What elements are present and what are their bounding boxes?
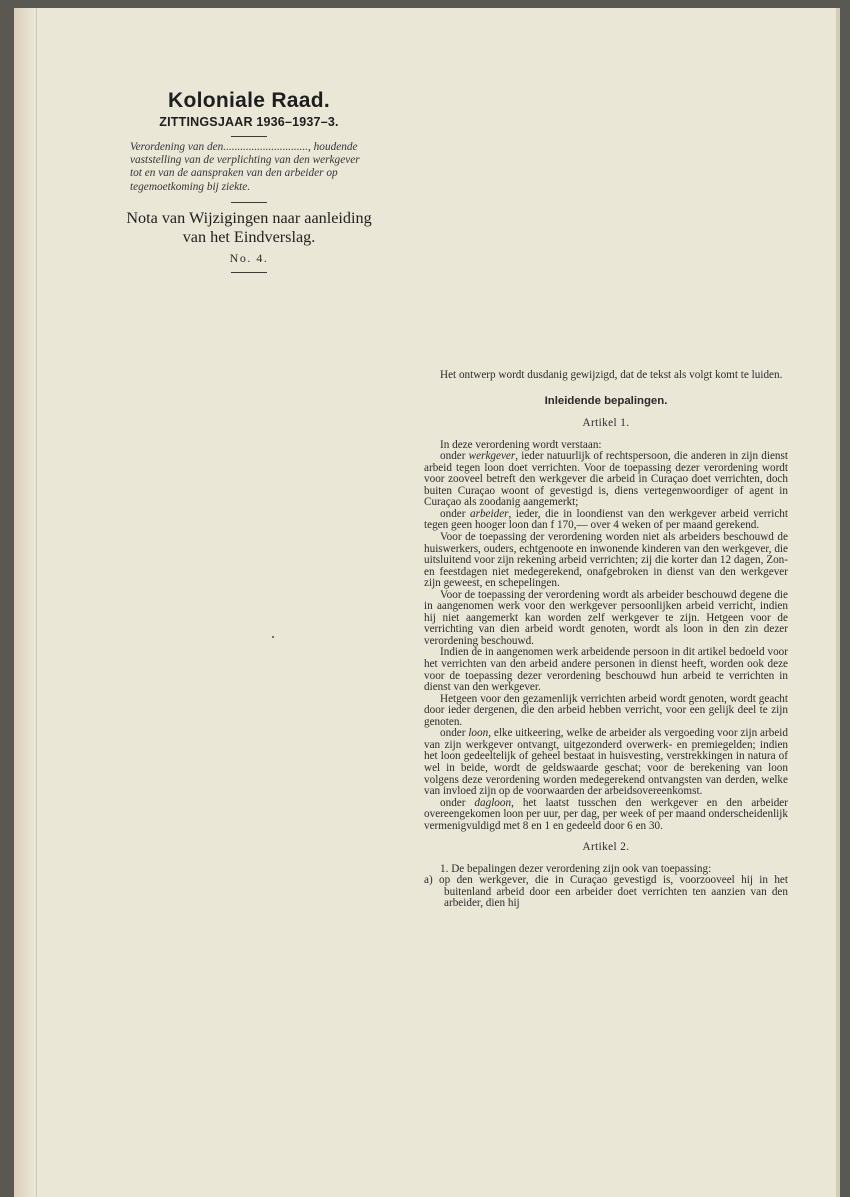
article-2-heading: Artikel 2. [582, 841, 630, 854]
text: , ieder, die in loondienst van den werkgever arbeid verricht tegen geen hooger loon dan f 170,— over 4 weken of per maand gerekend. [424, 507, 788, 532]
page-right-edge [836, 8, 840, 1197]
definition-werkgever [424, 451, 788, 509]
defined-term: loon [468, 727, 489, 740]
paragraph: In deze verordening wordt verstaan: [440, 438, 602, 451]
list-item: a) op den werkgever, die in Curaçao gevestigd is, voorzooveel hij in het buitenland arbeid door een arbeider doet verrichten ten aanzien van den arbeider, dien hij [424, 874, 788, 910]
paper-speck [272, 636, 274, 638]
intro-paragraph: Het ontwerp wordt dusdanig gewijzigd, dat de tekst als volgt komt te luiden. [440, 369, 783, 381]
page-binding-edge [14, 8, 37, 1197]
text: , ieder natuurlijk of rechtspersoon, die anderen in zijn dienst arbeid tegen loon doet verrichten. Voor de toepassing dezer verordening wordt voor zooveel betreft den werkgever die arbeid in Curaçao doet verrichten, doch buiten Curaçao woont of gevestigd is, diens vertegenwoordiger of agent in Curaçao als zoodanig aangemerkt; [424, 450, 788, 509]
document-header [124, 88, 374, 273]
nota-title: Nota van Wijzigingen naar aanleiding van het Eindverslag. [126, 208, 372, 246]
paragraph: Voor de toepassing der verordening wordt als arbeider beschouwd degene die in aangenomen werk voor den werkgever persoonlijken arbeid verricht, indien hij niet aangemerkt kan worden zelf werkgever te zijn. Hetgeen voor de verrichting van dien arbeid wordt genoten, wordt als loon in den zin dezer verordening beschouwd. [424, 588, 788, 647]
text: onder [440, 796, 475, 809]
council-name: Koloniale Raad. [167, 89, 331, 112]
document-page [14, 8, 840, 1197]
text: onder [440, 507, 470, 520]
definition-loon [424, 728, 788, 797]
defined-term: dagloon [474, 796, 512, 809]
text: , elke uitkeering, welke de arbeider als vergoeding voor zijn arbeid van zijn werkgever ontvangt, uitgezonderd overwerk- en premiegelden; indien het loon gedeeltelijk of geheel bestaat in huisvesting, verstrekkingen in natura of wel in beide, wordt de geldswaarde geschat; voor de berekening van loon volgens deze verordening worden medegerekend ontvangsten van derden, welke van invloed zijn op de voorwaarden der arbeidsovereenkomst. [424, 727, 788, 798]
document-body [424, 370, 788, 910]
session-year: ZITTINGSJAAR 1936–1937–3. [159, 115, 339, 129]
divider [231, 272, 267, 273]
definition-dagloon [424, 798, 788, 833]
divider [231, 136, 267, 137]
definition-arbeider [424, 509, 788, 532]
text: , het laatst tusschen den werkgever en den arbeider overeengekomen loon per uur, per dag, per week of per maand onderscheidenlijk vermenigvuldigd met 8 en 1 en gedeeld door 6 en 30. [424, 796, 788, 832]
paragraph: Hetgeen voor den gezamenlijk verrichten arbeid wordt genoten, wordt geacht door ieder dergenen, die den arbeid hebben verricht, voor een gelijk deel te zijn genoten. [424, 692, 788, 728]
defined-term: werkgever [468, 450, 516, 463]
divider [231, 202, 267, 203]
article-1-heading: Artikel 1. [582, 417, 630, 430]
paragraph: 1. De bepalingen dezer verordening zijn ook van toepassing: [440, 862, 712, 875]
section-heading: Inleidende bepalingen. [544, 394, 668, 407]
paragraph: Voor de toepassing der verordening worden niet als arbeiders beschouwd de huiswerkers, ouders, echtgenoote en inwonende kinderen van den werkgever, die uitsluitend voor zijn rekening arbeid verrichten; zij die korter dan 12 dagen, Zon- en feestdagen niet medegerekend, onafgebroken in dienst van den werkgever zijn geweest, en schepelingen. [424, 531, 788, 590]
defined-term: arbeider [470, 507, 509, 520]
text: onder [440, 727, 469, 740]
document-number: No. 4. [229, 250, 269, 265]
text: onder [440, 450, 469, 463]
ordinance-title: Verordening van den.............................., houdende vaststelling van de verplichting van den werkgever tot en van de aanspraken van den arbeider op tegemoetkoming bij ziekte. [130, 141, 360, 193]
paragraph: Indien de in aangenomen werk arbeidende persoon in dit artikel bedoeld voor het verrichten van den arbeid andere personen in dienst heeft, worden ook deze voor de toepassing dezer verordening beschouwd hun arbeid te verrichten in dienst van den werkgever. [424, 646, 788, 694]
